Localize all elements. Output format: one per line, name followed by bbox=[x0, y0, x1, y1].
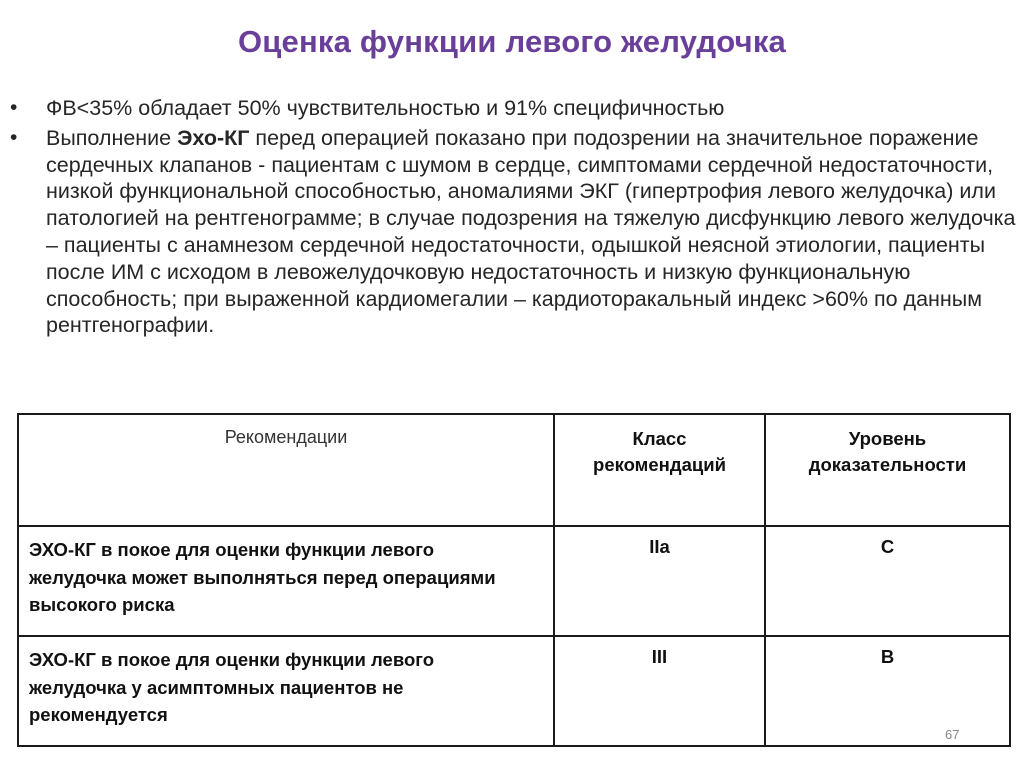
table-row bbox=[18, 636, 1010, 746]
row-recommendation bbox=[18, 526, 554, 636]
header-recommendations: Рекомендации bbox=[18, 414, 554, 526]
row-recommendation-text: ЭХО-КГ в покое для оценки функции левого желудочка может выполняться перед операциями высокого риска bbox=[29, 539, 496, 615]
page-number: 67 bbox=[945, 727, 960, 742]
bullet-text-rest: перед операцией показано при подозрении на значительное поражение сердечных клапанов - пациентам с шумом в сердце, симптомами сердечной недостаточности, низкой функциональной способностью, аномалиями ЭКГ (гипертрофия левого желудочка) или патологией на рентгенограмме; в случае подозрения на тяжелую дисфункцию левого желудочка – пациенты с анамнезом сердечной недостаточности, одышкой неясной этиологии, пациенты после ИМ с исходом в левожелудочковую недостаточность и низкую функциональную способность; при выраженной кардиомегалии – кардиоторакальный индекс >60% по данным рентгенографии. bbox=[46, 125, 1016, 338]
recommendations-table bbox=[17, 413, 1011, 747]
slide-title: Оценка функции левого желудочка bbox=[237, 24, 786, 59]
table-row bbox=[18, 526, 1010, 636]
bullet-marker: • bbox=[10, 125, 18, 149]
row-class: IIa bbox=[554, 526, 765, 636]
bullet-text-lead: Выполнение bbox=[46, 125, 178, 150]
header-class bbox=[554, 414, 765, 526]
header-level-text: Уровень доказательности bbox=[808, 428, 967, 475]
header-class-text: Класс рекомендаций bbox=[593, 428, 726, 475]
row-class: III bbox=[554, 636, 765, 746]
row-level: B bbox=[765, 636, 1010, 746]
table-header-row bbox=[18, 414, 1010, 526]
row-recommendation bbox=[18, 636, 554, 746]
bullet-text: ФВ<35% обладает 50% чувствительностью и 91% специфичностью bbox=[46, 96, 725, 120]
bullet-item-2 bbox=[6, 125, 1016, 339]
row-recommendation-text: ЭХО-КГ в покое для оценки функции левого желудочка у асимптомных пациентов не рекомендуется bbox=[29, 649, 435, 725]
header-level bbox=[765, 414, 1010, 526]
bullet-marker: • bbox=[10, 96, 18, 119]
bullet-text-bold: Эхо-КГ bbox=[177, 125, 250, 150]
row-level: C bbox=[765, 526, 1010, 636]
bullet-list bbox=[6, 95, 1016, 342]
bullet-item-1 bbox=[6, 95, 1016, 122]
